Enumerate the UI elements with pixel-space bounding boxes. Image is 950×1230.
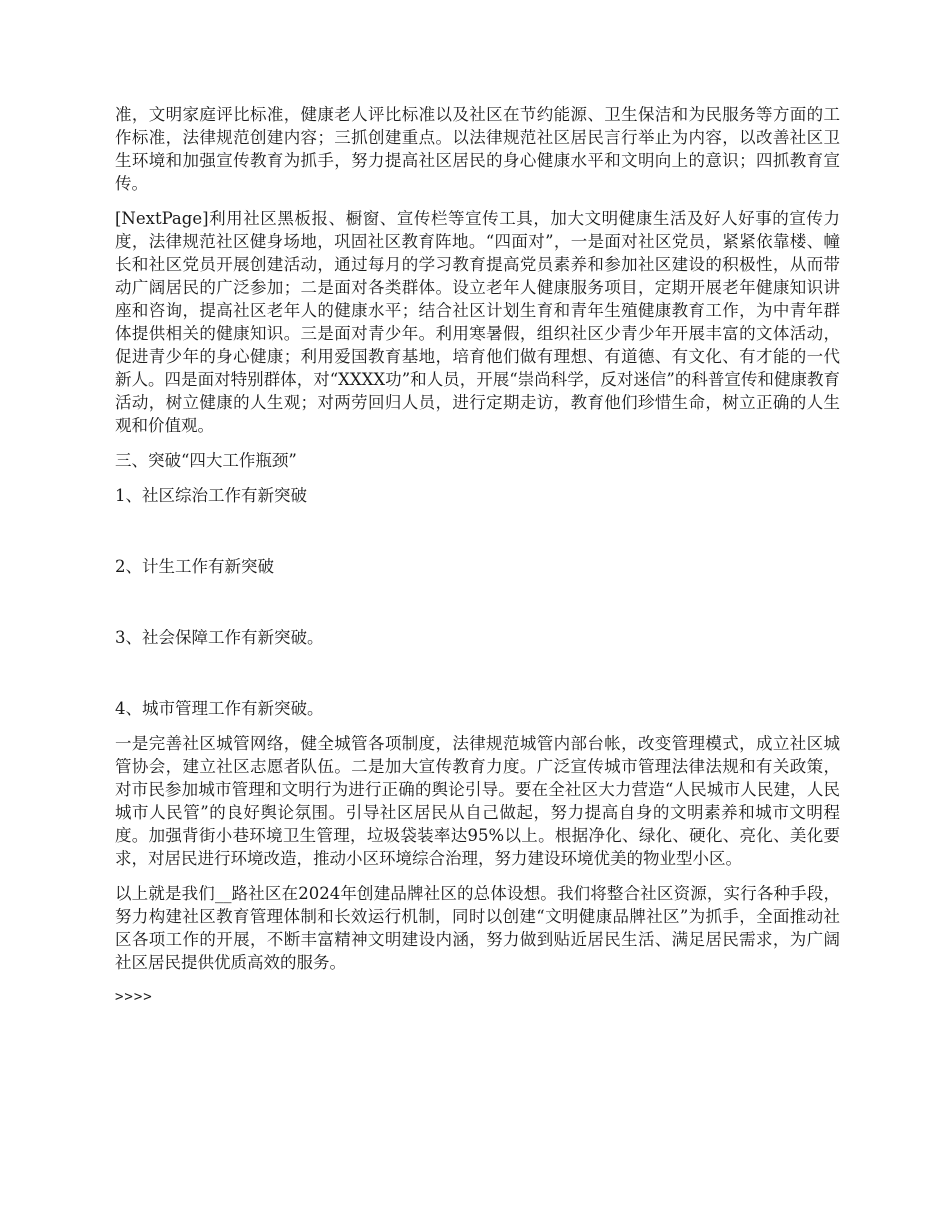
sub-heading-2: 2、计生工作有新突破 [115, 557, 274, 576]
section-heading: 三、突破“四大工作瓶颈” [115, 451, 297, 470]
document-page [115, 103, 840, 1009]
paragraph-standards: 准，文明家庭评比标准，健康老人评比标准以及社区在节约能源、卫生保洁和为民服务等方面的工作标准，法律规范创建内容；三抓创建重点。以法律规范社区居民言行举止为内容，以改善社区卫生环境和加强宣传教育为抓手，努力提高社区居民的身心健康水平和文明向上的意识；四抓教育宣传。 [115, 105, 840, 193]
sub-heading-1: 1、社区综治工作有新突破 [115, 486, 307, 505]
paragraph-city-management: 一是完善社区城管网络，健全城管各项制度，法律规范城管内部台帐，改变管理模式，成立社区城管协会，建立社区志愿者队伍。二是加大宣传教育力度。广泛宣传城市管理法律法规和有关政策，对市民参加城市管理和文明行为进行正确的舆论引导。要在全社区大力营造“人民城市人民建，人民城市人民管”的良好舆论氛围。引导社区居民从自己做起，努力提高自身的文明素养和城市文明程度。加强背街小巷环境卫生管理，垃圾袋装率达95%以上。根据净化、绿化、硬化、亮化、美化要求，对居民进行环境改造，推动小区环境综合治理，努力建设环境优美的物业型小区。 [115, 734, 840, 868]
paragraph-publicity: [NextPage]利用社区黑板报、橱窗、宣传栏等宣传工具，加大文明健康生活及好人好事的宣传力度，法律规范社区健身场地，巩固社区教育阵地。“四面对”，一是面对社区党员，紧紧依靠楼、幢长和社区党员开展创建活动，通过每月的学习教育提高党员素养和参加社区建设的积极性，从而带动广阔居民的广泛参加；二是面对各类群体。设立老年人健康服务项目，定期开展老年健康知识讲座和咨询，提高社区老年人的健康水平；结合社区计划生育和青年生殖健康教育工作，为中青年群体提供相关的健康知识。三是面对青少年。利用寒暑假，组织社区少青少年开展丰富的文体活动，促进青少年的身心健康；利用爱国教育基地，培育他们做有理想、有道德、有文化、有才能的一代新人。四是面对特别群体，对“XXXX功”和人员，开展“崇尚科学，反对迷信”的科普宣传和健康教育活动，树立健康的人生观；对两劳回归人员，进行定期走访，教育他们珍惜生命，树立正确的人生观和价值观。 [115, 209, 840, 435]
more-marker: >>>> [115, 989, 153, 1005]
paragraph-summary: 以上就是我们__路社区在2024年创建品牌社区的总体设想。我们将整合社区资源，实行各种手段，努力构建社区教育管理体制和长效运行机制，同时以创建“文明健康品牌社区”为抓手，全面推动社区各项工作的开展，不断丰富精神文明建设内涵，努力做到贴近居民生活、满足居民需求，为广阔社区居民提供优质高效的服务。 [115, 884, 840, 972]
sub-heading-4: 4、城市管理工作有新突破。 [115, 699, 324, 718]
sub-heading-3: 3、社会保障工作有新突破。 [115, 628, 324, 647]
